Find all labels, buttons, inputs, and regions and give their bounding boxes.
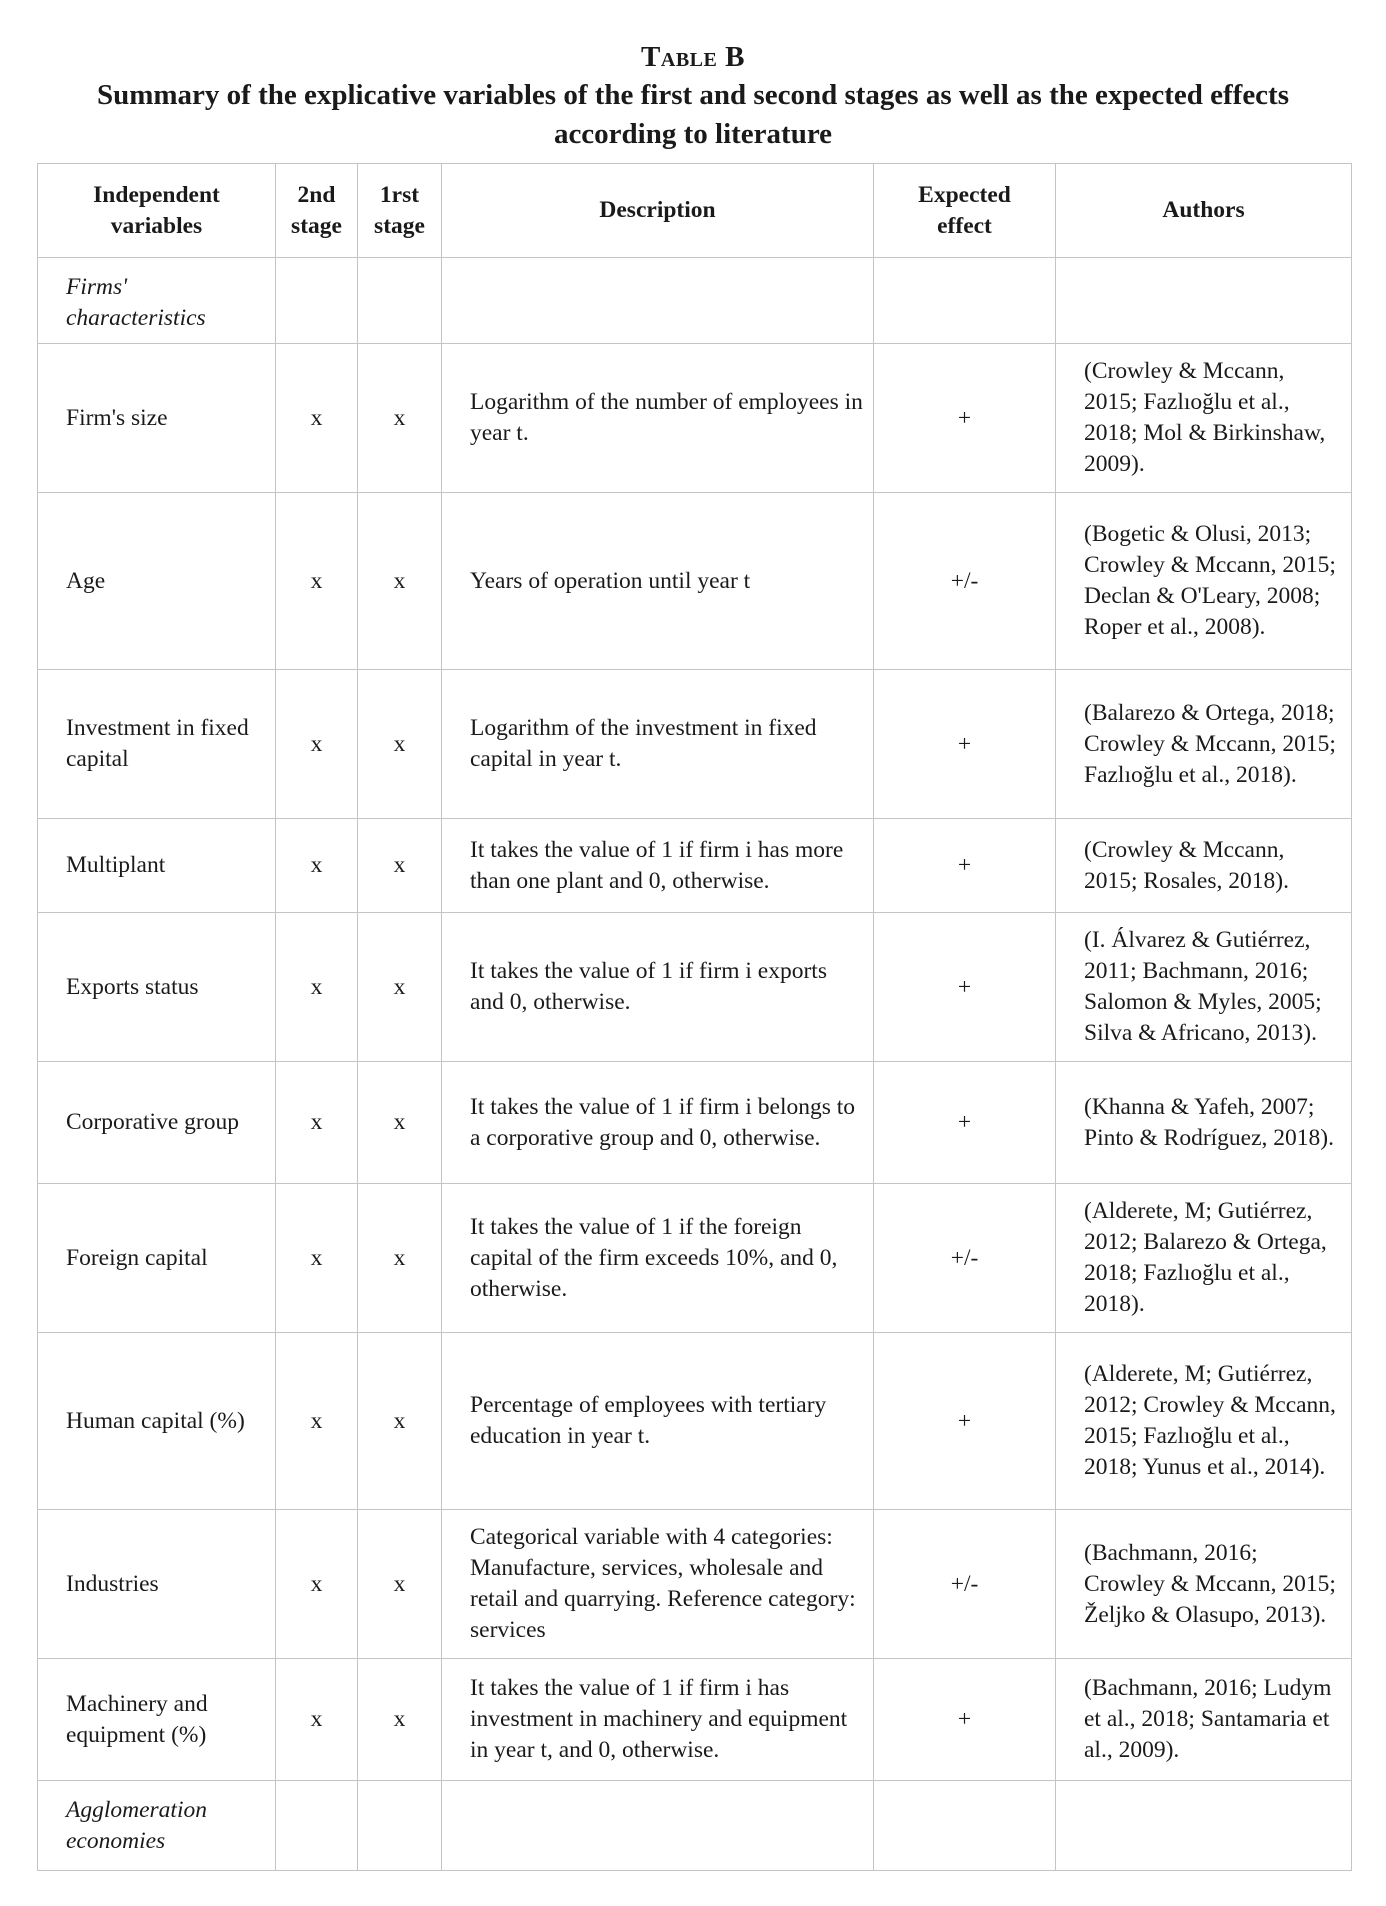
first-stage-mark: x: [358, 1062, 442, 1184]
second-stage-mark: x: [276, 344, 358, 493]
empty-cell: [276, 258, 358, 344]
expected-effect: +: [874, 819, 1056, 913]
first-stage-mark: x: [358, 1510, 442, 1659]
section-label-firms: Firms' characteristics: [38, 258, 276, 344]
first-stage-mark: x: [358, 913, 442, 1062]
second-stage-mark: x: [276, 1184, 358, 1333]
table-row: [38, 493, 1352, 670]
variable-description: It takes the value of 1 if firm i has investment in machinery and equipment in year t, and 0, otherwise.: [442, 1659, 874, 1781]
table-row: [38, 1510, 1352, 1659]
header-row: [38, 164, 1352, 258]
variable-name: Human capital (%): [38, 1333, 276, 1510]
empty-cell: [1056, 258, 1352, 344]
empty-cell: [358, 258, 442, 344]
second-stage-mark: x: [276, 1062, 358, 1184]
first-stage-mark: x: [358, 670, 442, 819]
empty-cell: [442, 258, 874, 344]
header-authors: Authors: [1056, 164, 1352, 258]
header-expected-effect: Expected effect: [874, 164, 1056, 258]
authors-citation: (Crowley & Mccann, 2015; Fazlıoğlu et al., 2018; Mol & Birkinshaw, 2009).: [1056, 344, 1352, 493]
section-label-agglomeration: Agglomeration economies: [38, 1781, 276, 1871]
variable-name: Foreign capital: [38, 1184, 276, 1333]
variable-name: Multiplant: [38, 819, 276, 913]
empty-cell: [1056, 1781, 1352, 1871]
table-row: [38, 913, 1352, 1062]
table-row: [38, 1062, 1352, 1184]
first-stage-mark: x: [358, 819, 442, 913]
empty-cell: [358, 1781, 442, 1871]
expected-effect: +: [874, 344, 1056, 493]
variable-description: Logarithm of the investment in fixed capital in year t.: [442, 670, 874, 819]
table-row: [38, 819, 1352, 913]
second-stage-mark: x: [276, 819, 358, 913]
header-description: Description: [442, 164, 874, 258]
variable-name: Machinery and equipment (%): [38, 1659, 276, 1781]
variable-name: Age: [38, 493, 276, 670]
variable-description: It takes the value of 1 if the foreign capital of the firm exceeds 10%, and 0, otherwise.: [442, 1184, 874, 1333]
variable-description: It takes the value of 1 if firm i has more than one plant and 0, otherwise.: [442, 819, 874, 913]
table-row: [38, 344, 1352, 493]
table-row: [38, 1659, 1352, 1781]
table-title-block: [0, 38, 1386, 154]
variable-description: Categorical variable with 4 categories: Manufacture, services, wholesale and retail and quarrying. Reference category: services: [442, 1510, 874, 1659]
empty-cell: [442, 1781, 874, 1871]
expected-effect: +: [874, 670, 1056, 819]
second-stage-mark: x: [276, 1659, 358, 1781]
table-label: Table B: [641, 41, 745, 73]
first-stage-mark: x: [358, 344, 442, 493]
header-second-stage: 2nd stage: [276, 164, 358, 258]
first-stage-mark: x: [358, 1184, 442, 1333]
second-stage-mark: x: [276, 1333, 358, 1510]
section-row-agglomeration: [38, 1781, 1352, 1871]
variable-name: Firm's size: [38, 344, 276, 493]
variable-name: Investment in fixed capital: [38, 670, 276, 819]
second-stage-mark: x: [276, 493, 358, 670]
table-row: [38, 1184, 1352, 1333]
authors-citation: (Balarezo & Ortega, 2018; Crowley & Mccann, 2015; Fazlıoğlu et al., 2018).: [1056, 670, 1352, 819]
empty-cell: [874, 1781, 1056, 1871]
authors-citation: (Bachmann, 2016; Ludym et al., 2018; Santamaria et al., 2009).: [1056, 1659, 1352, 1781]
expected-effect: +: [874, 1062, 1056, 1184]
expected-effect: +/-: [874, 1184, 1056, 1333]
second-stage-mark: x: [276, 913, 358, 1062]
table-row: [38, 1333, 1352, 1510]
expected-effect: +: [874, 1333, 1056, 1510]
variable-description: Logarithm of the number of employees in year t.: [442, 344, 874, 493]
header-first-stage: 1rst stage: [358, 164, 442, 258]
empty-cell: [276, 1781, 358, 1871]
variables-table: [37, 163, 1352, 1871]
authors-citation: (Alderete, M; Gutiérrez, 2012; Crowley & Mccann, 2015; Fazlıoğlu et al., 2018; Yunus et al., 2014).: [1056, 1333, 1352, 1510]
section-row-firms: [38, 258, 1352, 344]
variable-description: Years of operation until year t: [442, 493, 874, 670]
expected-effect: +: [874, 913, 1056, 1062]
second-stage-mark: x: [276, 670, 358, 819]
variable-name: Industries: [38, 1510, 276, 1659]
variable-description: It takes the value of 1 if firm i exports and 0, otherwise.: [442, 913, 874, 1062]
expected-effect: +: [874, 1659, 1056, 1781]
second-stage-mark: x: [276, 1510, 358, 1659]
variable-description: Percentage of employees with tertiary education in year t.: [442, 1333, 874, 1510]
authors-citation: (I. Álvarez & Gutiérrez, 2011; Bachmann, 2016; Salomon & Myles, 2005; Silva & Africano, 2013).: [1056, 913, 1352, 1062]
authors-citation: (Bogetic & Olusi, 2013; Crowley & Mccann, 2015; Declan & O'Leary, 2008; Roper et al., 2008).: [1056, 493, 1352, 670]
authors-citation: (Alderete, M; Gutiérrez, 2012; Balarezo & Ortega, 2018; Fazlıoğlu et al., 2018).: [1056, 1184, 1352, 1333]
first-stage-mark: x: [358, 493, 442, 670]
variable-name: Corporative group: [38, 1062, 276, 1184]
authors-citation: (Bachmann, 2016; Crowley & Mccann, 2015; Željko & Olasupo, 2013).: [1056, 1510, 1352, 1659]
table-row: [38, 670, 1352, 819]
authors-citation: (Crowley & Mccann, 2015; Rosales, 2018).: [1056, 819, 1352, 913]
authors-citation: (Khanna & Yafeh, 2007; Pinto & Rodríguez, 2018).: [1056, 1062, 1352, 1184]
expected-effect: +/-: [874, 1510, 1056, 1659]
expected-effect: +/-: [874, 493, 1056, 670]
first-stage-mark: x: [358, 1333, 442, 1510]
first-stage-mark: x: [358, 1659, 442, 1781]
table-caption: Summary of the explicative variables of the first and second stages as well as the expected effects according to literature: [96, 79, 1290, 150]
variable-description: It takes the value of 1 if firm i belongs to a corporative group and 0, otherwise.: [442, 1062, 874, 1184]
header-variables: Independent variables: [38, 164, 276, 258]
empty-cell: [874, 258, 1056, 344]
variable-name: Exports status: [38, 913, 276, 1062]
